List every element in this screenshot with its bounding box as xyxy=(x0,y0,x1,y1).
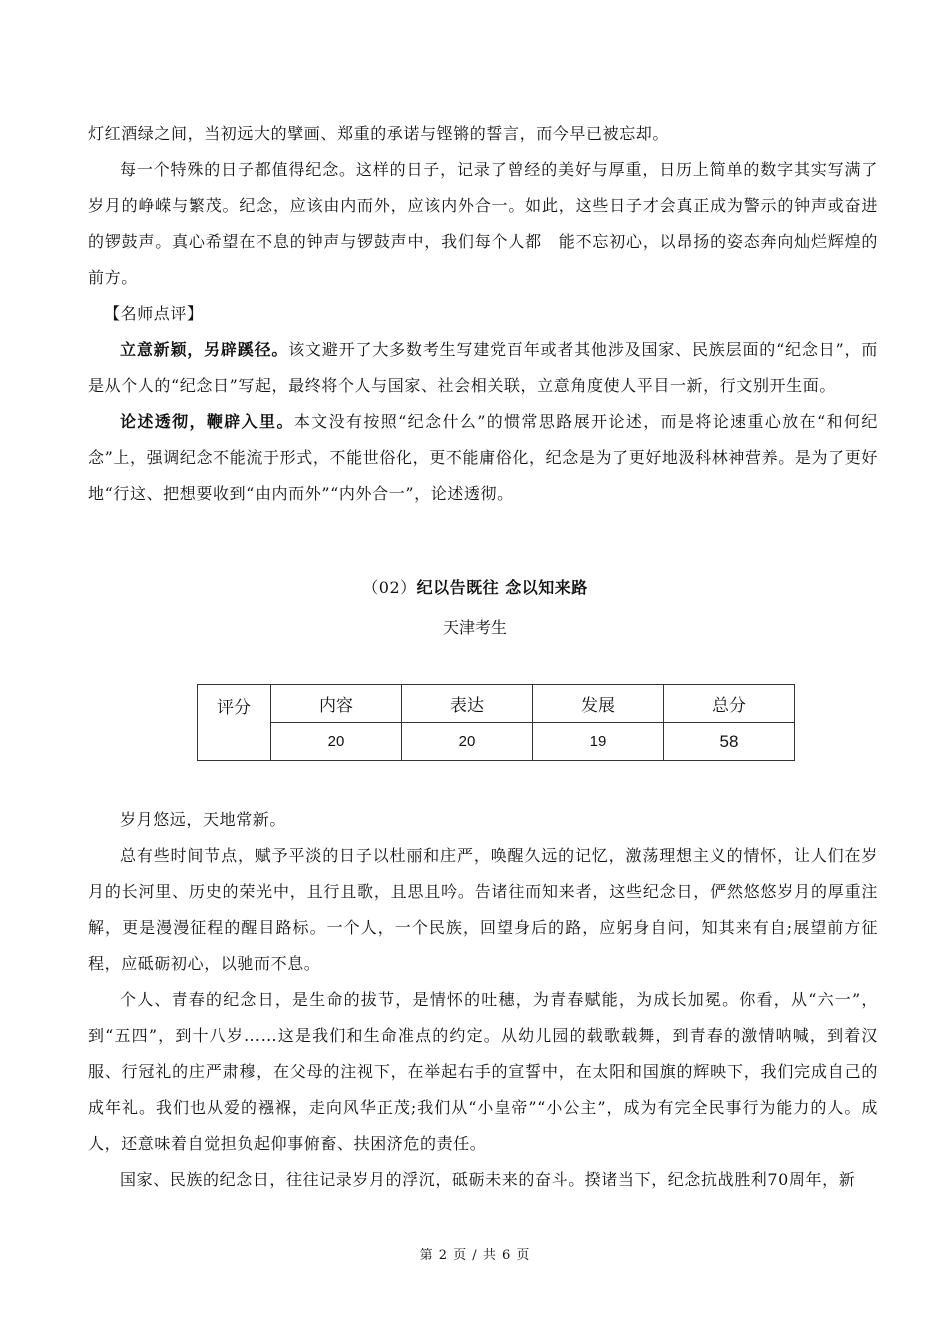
score-header-total: 总分 xyxy=(664,685,795,723)
score-header-content: 内容 xyxy=(271,685,402,723)
score-header-expression: 表达 xyxy=(402,685,533,723)
review-point-2-heading: 论述透彻，鞭辟入里。 xyxy=(120,412,294,431)
score-value-total: 58 xyxy=(664,723,795,761)
review-point-2-text: 本文没有按照“纪念什么”的惯常思路展开论述，而是将论速重心放在“和何纪念”上，强调纪念不能流于形式，不能世俗化，更不能庸俗化，纪念是为了更好地汲科林神营养。是为了更好地“行这、把想要收到“由内而外”“内外合一”，论述透彻。 xyxy=(88,412,878,503)
paragraph-conclusion: 每一个特殊的日子都值得纪念。这样的日子，记录了曾经的美好与厚重，日历上简单的数字其实写满了岁月的峥嵘与繁茂。纪念，应该由内而外，应该内外合一。如此，这些日子才会真正成为警示的钟声或奋进的锣鼓声。真心希望在不息的钟声与锣鼓声中，我们每个人都 能不忘初心，以昂扬的姿态奔向灿烂辉煌的前方。 xyxy=(88,160,878,287)
essay-number: （02） xyxy=(362,578,417,597)
essay-paragraph-4: 国家、民族的纪念日，往往记录岁月的浮沉，砥砺未来的奋斗。揆诸当下，纪念抗战胜利70周年，新 xyxy=(120,1170,856,1189)
essay-body xyxy=(88,802,878,1198)
essay-heading xyxy=(0,570,950,646)
score-value-content: 20 xyxy=(271,723,402,761)
review-point-2 xyxy=(88,404,878,512)
score-value-development: 19 xyxy=(533,723,664,761)
score-value-row xyxy=(198,723,795,761)
review-point-1-heading: 立意新颖，另辟蹊径。 xyxy=(120,340,289,359)
essay-title-text: 纪以告既往 念以知来路 xyxy=(416,578,588,597)
score-header-row xyxy=(198,685,795,723)
review-point-1-text: 该文避开了大多数考生写建党百年或者其他涉及国家、民族层面的“纪念日”，而是从个人的“纪念日”写起，最终将个人与国家、社会相关联，立意角度使人平目一新，行文别开生面。 xyxy=(88,340,878,395)
score-header-development: 发展 xyxy=(533,685,664,723)
essay-author: 天津考生 xyxy=(442,618,507,637)
score-row-label: 评分 xyxy=(198,685,271,761)
paragraph-continuation: 灯红酒绿之间，当初远大的擘画、郑重的承诺与铿锵的誓言，而今早已被忘却。 xyxy=(88,124,670,143)
review-section xyxy=(88,116,878,512)
essay-title xyxy=(0,570,950,606)
review-point-1 xyxy=(88,332,878,404)
score-value-expression: 20 xyxy=(402,723,533,761)
essay-paragraph-2: 总有些时间节点，赋予平淡的日子以杜丽和庄严，唤醒久远的记忆，激荡理想主义的情怀，让人们在岁月的长河里、历史的荣光中，且行且歌，且思且吟。告诸往而知来者，这些纪念日，俨然悠悠岁月的厚重注解，更是漫漫征程的醒目路标。一个人，一个民族，回望身后的路，应躬身自问，知其来有自;展望前方征程，应砥砺初心，以驰而不息。 xyxy=(88,846,878,973)
review-tag: 【名师点评】 xyxy=(104,304,204,323)
score-table xyxy=(197,684,795,761)
essay-paragraph-1: 岁月悠远，天地常新。 xyxy=(120,810,287,829)
page-footer: 第 2 页 / 共 6 页 xyxy=(419,1248,531,1263)
essay-paragraph-3: 个人、青春的纪念日，是生命的拔节，是情怀的吐穗，为青春赋能，为成长加冕。你看，从“六一”，到“五四”，到十八岁……这是我们和生命准点的约定。从幼儿园的载歌载舞，到青春的激情呐喊，到着汉服、行冠礼的庄严肃穆，在父母的注视下，在举起右手的宣誓中，在太阳和国旗的辉映下，我们完成自己的成年礼。我们也从爱的襁褓，走向风华正茂;我们从“小皇帝”“小公主”，成为有完全民事行为能力的人。成人，还意味着自觉担负起仰事俯畜、扶困济危的责任。 xyxy=(88,990,878,1153)
